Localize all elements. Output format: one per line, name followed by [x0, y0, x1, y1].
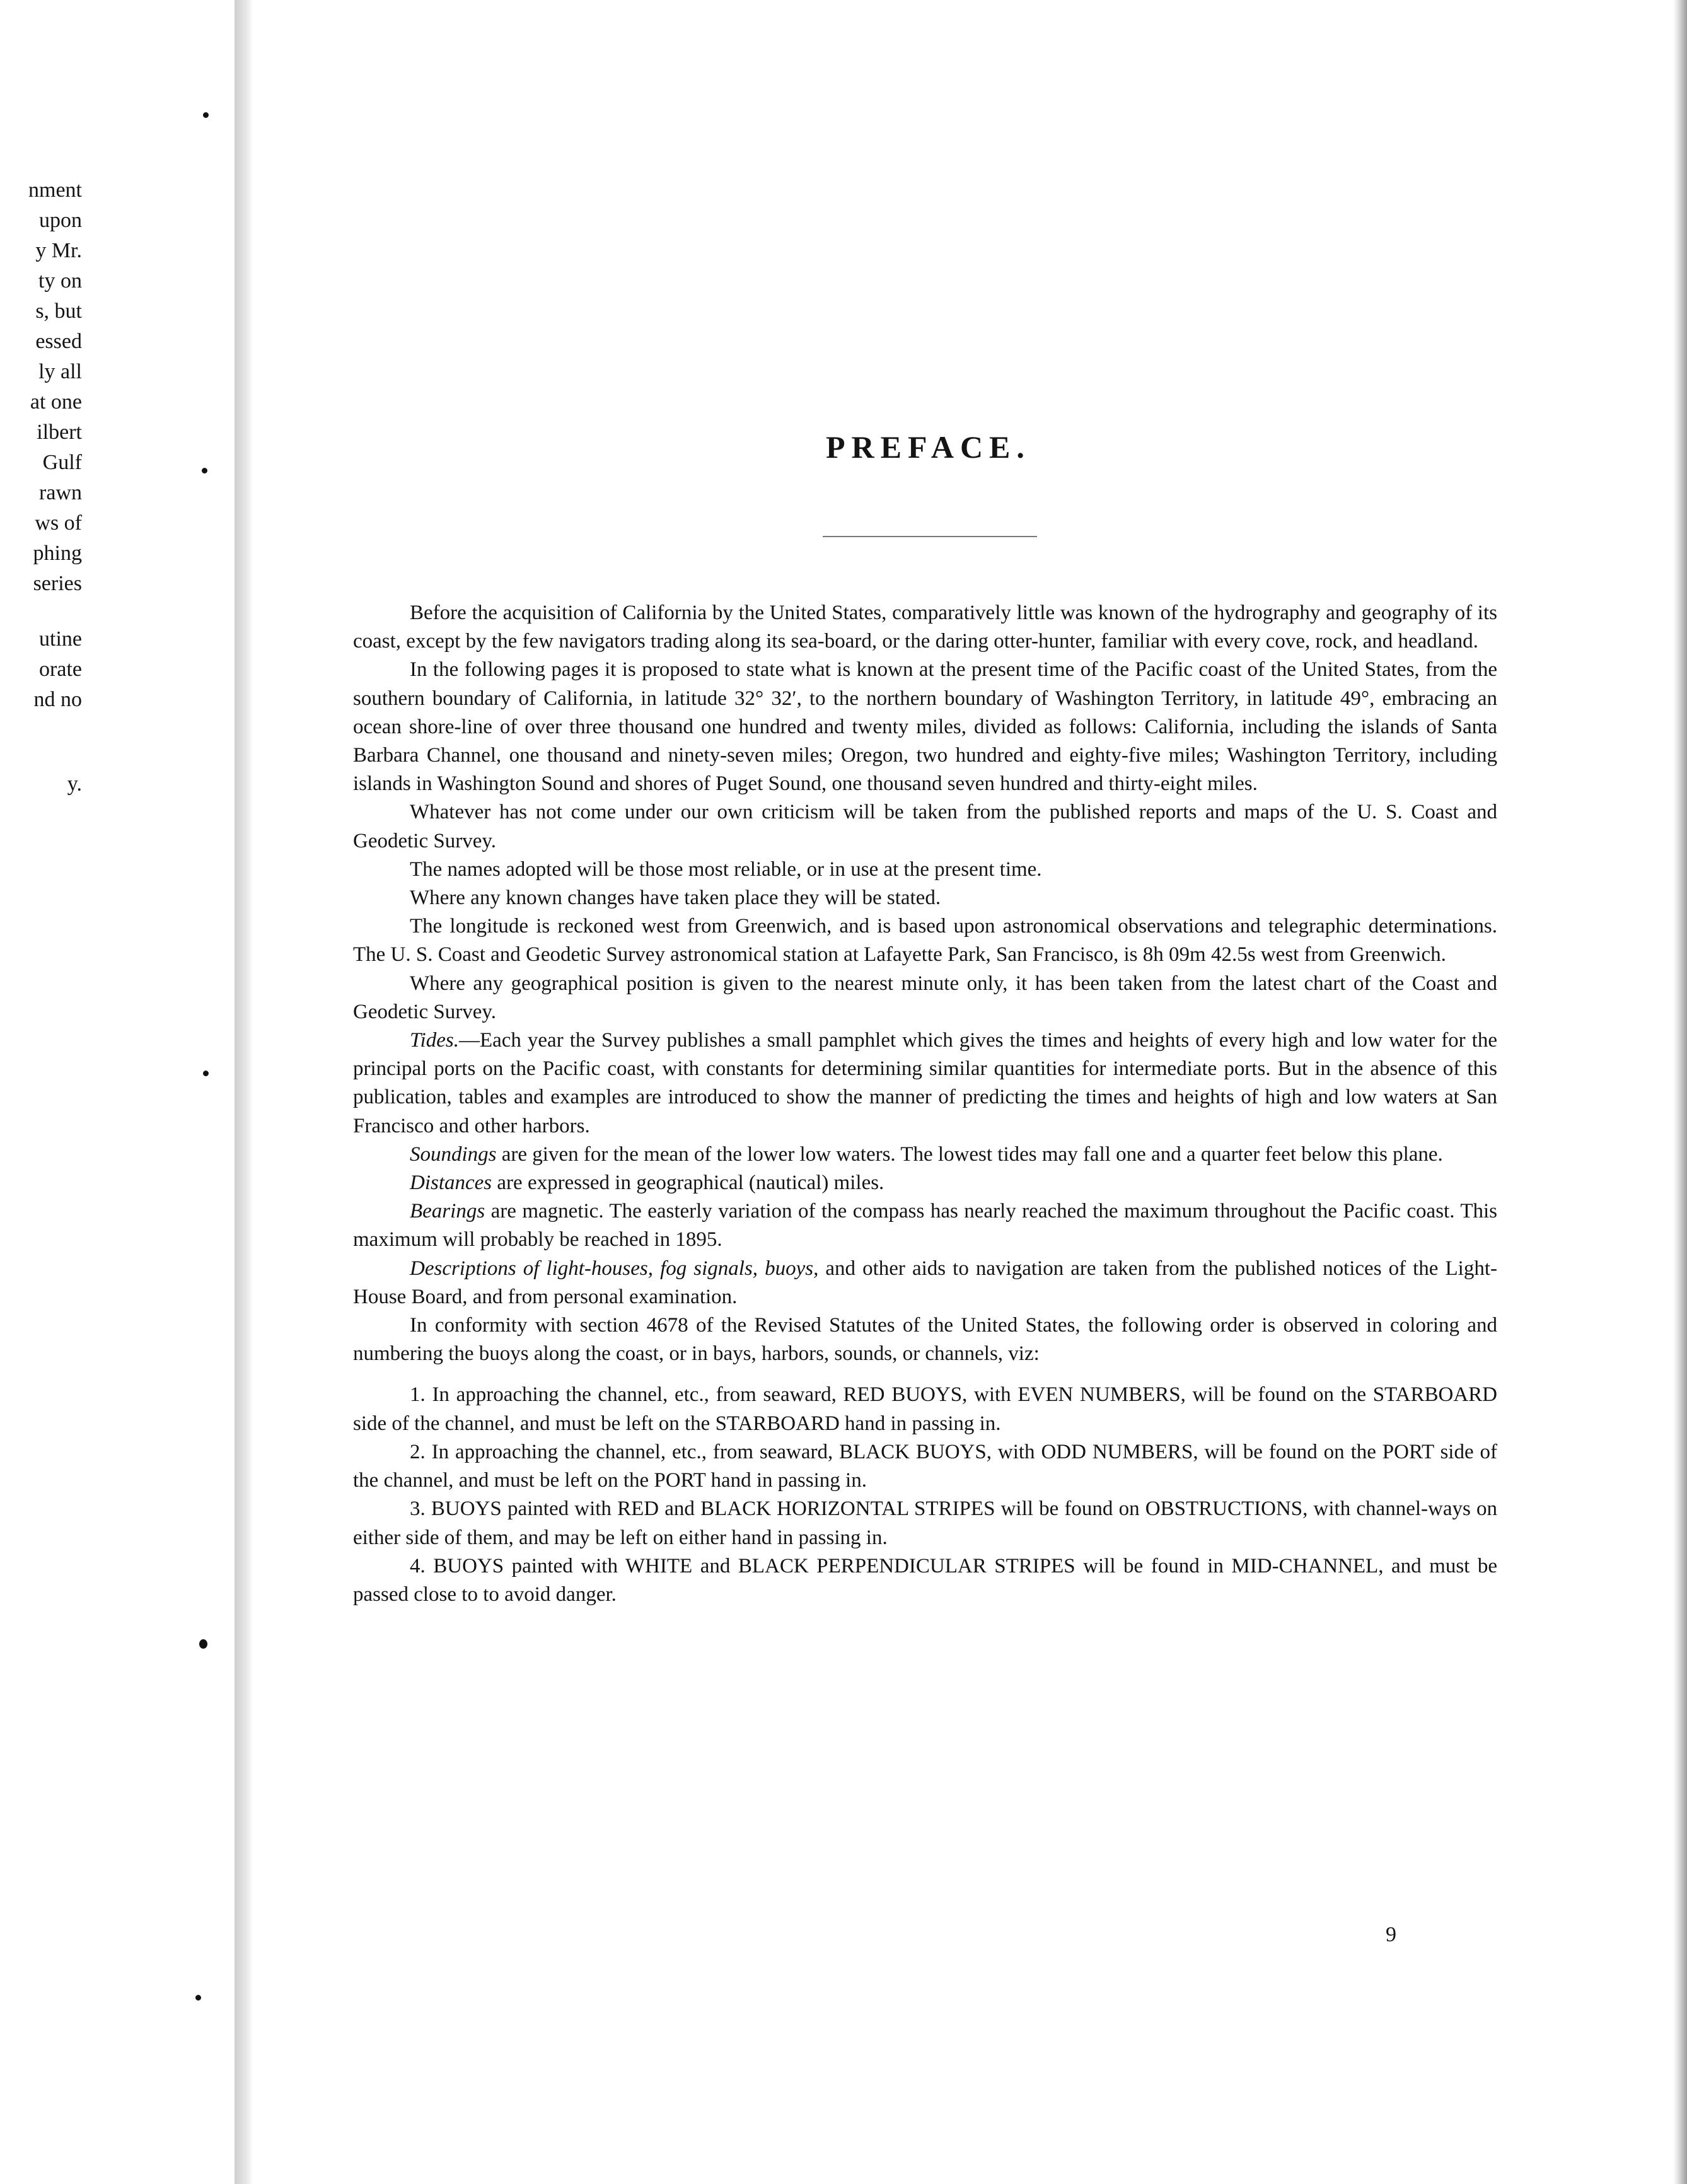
fragment-line: ilbert [37, 421, 82, 444]
paragraph-text: are magnetic. The easterly variation of the compass has nearly reached the maximum throughout the Pacific coast. This maximum will probably be reached in 1895. [353, 1200, 1497, 1252]
margin-speck [199, 1639, 207, 1649]
fragment-line: ws of [35, 511, 82, 535]
margin-speck [195, 1995, 201, 2001]
paragraph-lead: Bearings [410, 1200, 485, 1223]
fragment-line: series [33, 572, 82, 595]
preface-body [353, 599, 1497, 1609]
paragraph [353, 1026, 1497, 1141]
fragment-line: essed [35, 330, 82, 353]
paragraph-lead: Distances [410, 1171, 492, 1195]
fragment-line: utine [39, 627, 82, 651]
paragraph-lead: Descriptions of light-houses, fog signals, buoys, [410, 1257, 819, 1280]
list-item: 4. BUOYS painted with WHITE and BLACK PERPENDICULAR STRIPES will be found in MID-CHANNEL, and must be passed close to to avoid danger. [353, 1554, 1497, 1606]
paragraph [353, 1197, 1497, 1254]
left-page-fragment [0, 175, 82, 799]
fragment-line: y Mr. [35, 239, 82, 262]
fragment-line: ty on [38, 269, 82, 293]
paragraph: Where any geographical position is given to the nearest minute only, it has been taken from the latest chart of the Coast and Geodetic Survey. [353, 972, 1497, 1023]
fragment-line: at one [30, 390, 82, 414]
fragment-line: phing [33, 542, 82, 565]
paragraph [353, 1169, 1497, 1197]
paragraph-lead: Tides. [410, 1029, 459, 1052]
paragraph-text: are expressed in geographical (nautical) miles. [492, 1171, 884, 1195]
book-gutter [235, 0, 253, 2184]
margin-speck [203, 1071, 209, 1076]
paragraph: In the following pages it is proposed to state what is known at the present time of the Pacific coast of the United States, from the southern boundary of California, in latitude 32° 32′, to the northern boundary of Washington Territory, in latitude 49°, embracing an ocean shore-line of over three thousand one hundred and twenty miles, divided as follows: California, including the islands of Santa Barbara Channel, one thousand and ninety-seven miles; Oregon, two hundred and eighty-five miles; Washington Territory, including islands in Washington Sound and shores of Puget Sound, one thousand seven hundred and thirty-eight miles. [353, 658, 1497, 796]
paragraph-lead: Soundings [410, 1142, 497, 1166]
paragraph: Where any known changes have taken place they will be stated. [410, 886, 941, 910]
paragraph [353, 1255, 1497, 1311]
paragraph: The longitude is reckoned west from Greenwich, and is based upon astronomical observations and telegraphic determinations. The U. S. Coast and Geodetic Survey astronomical station at Lafayette Park, San Francisco, is 8h 09m 42.5s west from Greenwich. [353, 915, 1497, 967]
paragraph: The names adopted will be those most reliable, or in use at the present time. [410, 857, 1042, 881]
fragment-line: ly all [38, 360, 82, 383]
list-item: 3. BUOYS painted with RED and BLACK HORIZONTAL STRIPES will be found on OBSTRUCTIONS, with channel-ways on either side of them, and may be left on either hand in passing in. [353, 1497, 1497, 1549]
fragment-line: orate [39, 658, 82, 681]
fragment-line: Gulf [42, 451, 82, 474]
margin-speck [202, 468, 207, 473]
page-title: PREFACE. [826, 429, 1031, 465]
fragment-line: nment [28, 178, 82, 202]
fragment-line: rawn [39, 481, 82, 504]
fragment-line: y. [67, 772, 82, 796]
paragraph: In conformity with section 4678 of the Revised Statutes of the United States, the following order is observed in coloring and numbering the buoys along the coast, or in bays, harbors, sounds, or channels, viz: [353, 1314, 1497, 1366]
list-item: 2. In approaching the channel, etc., from seaward, BLACK BUOYS, with ODD NUMBERS, will be found on the PORT side of the channel, and must be left on the PORT hand in passing in. [353, 1440, 1497, 1492]
page-edge-shadow [1673, 0, 1687, 2184]
fragment-line: upon [39, 209, 82, 232]
page-number: 9 [1386, 1923, 1396, 1946]
title-divider [823, 536, 1037, 537]
paragraph: Before the acquisition of California by the United States, comparatively little was known of the hydrography and geography of its coast, except by the few navigators trading along its sea-board, or the daring otter-hunter, familiar with every cove, rock, and headland. [353, 601, 1497, 653]
fragment-line: s, but [35, 299, 82, 323]
paragraph: Whatever has not come under our own criticism will be taken from the published reports and maps of the U. S. Coast and Geodetic Survey. [353, 801, 1497, 852]
margin-speck [203, 112, 209, 118]
fragment-line: nd no [33, 688, 82, 711]
paragraph-text: are given for the mean of the lower low waters. The lowest tides may fall one and a quarter feet below this plane. [496, 1142, 1443, 1166]
list-item: 1. In approaching the channel, etc., from seaward, RED BUOYS, with EVEN NUMBERS, will be found on the STARBOARD side of the channel, and must be left on the STARBOARD hand in passing in. [353, 1383, 1497, 1435]
paragraph-text: and other aids to navigation are taken from the published notices of the Light-House Board, and from personal examination. [353, 1257, 1497, 1308]
paragraph [353, 1141, 1497, 1169]
paragraph-text: —Each year the Survey publishes a small pamphlet which gives the times and heights of every high and low water for the principal ports on the Pacific coast, with constants for determining similar quantities for intermediate ports. But in the absence of this publication, tables and examples are introduced to show the manner of predicting the times and heights of high and low waters at San Francisco and other harbors. [353, 1029, 1497, 1137]
